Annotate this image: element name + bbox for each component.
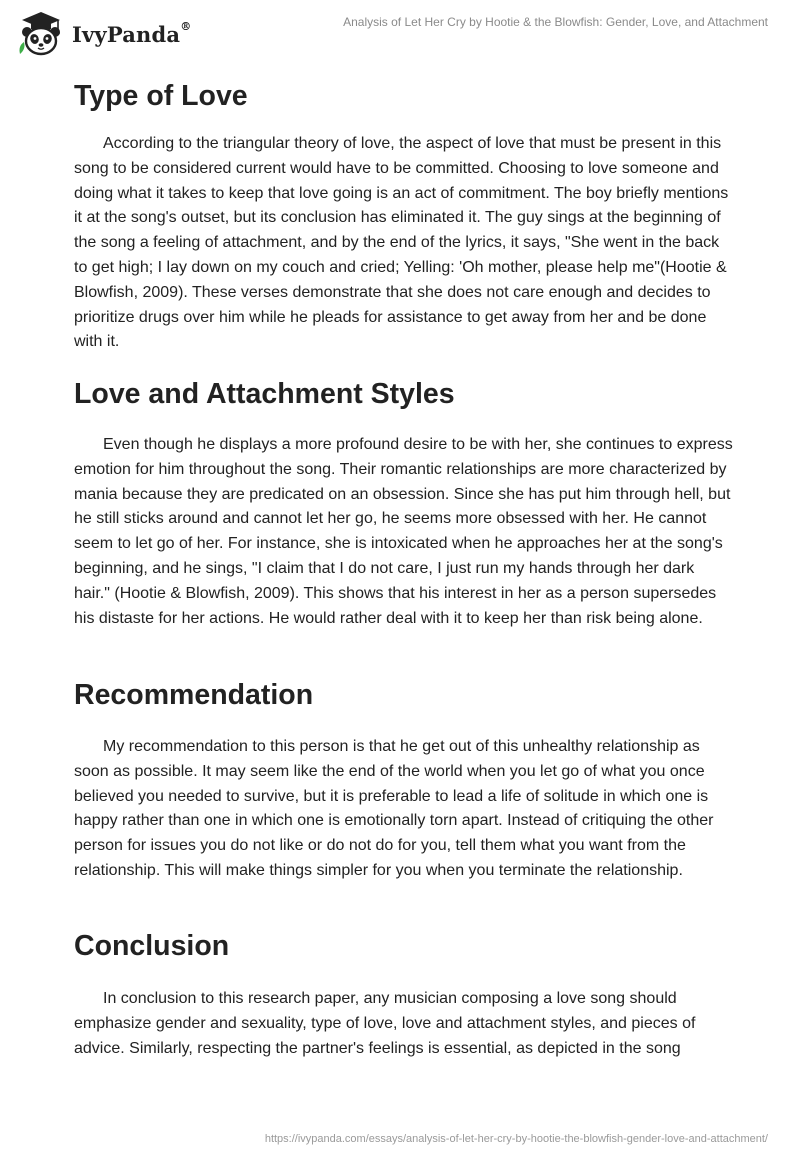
brand-logo[interactable] [14, 8, 204, 60]
section-heading-love-attachment: Love and Attachment Styles [74, 378, 455, 410]
section-paragraph-type-of-love: According to the triangular theory of love, the aspect of love that must be present in this song to be considered current would have to be committed. Choosing to love someone and doing what it takes to keep that love going is an act of commitment. The boy briefly mentions it at the song's outset, but its conclusion has eliminated it. The guy sings at the beginning of the song a feeling of attachment, and by the end of the lyrics, it says, "She went in the back to get high; I lay down on my couch and cried; Yelling: 'Oh mother, please help me"(Hootie & Blowfish, 2009). These verses demonstrate that she does not care enough and decides to prioritize drugs over him while he pleads for assistance to get away from her and be done with it. [74, 135, 729, 351]
section-paragraph-recommendation: My recommendation to this person is that he get out of this unhealthy relationship as soon as possible. It may seem like the end of the world when you let go of what you once believed you needed to survive, but it is preferable to lead a life of solitude in which one is happy rather than one in which one is emotionally torn apart. Instead of critiquing the other person for issues you do not like or do not do for you, tell them what you want from the relationship. This will make things simpler for you when you terminate the relationship. [74, 738, 714, 879]
panda-graduate-icon [14, 8, 68, 60]
section-paragraph-love-attachment: Even though he displays a more profound desire to be with her, she continues to express emotion for him throughout the song. Their romantic relationships are more characterized by mania because they are predicated on an obsession. Since she has put him through hell, but he still sticks around and cannot let her go, he seems more obsessed with her. He cannot seem to let go of her. For instance, she is intoxicated when he approaches her at the song's beginning, and he sings, "I claim that I do not care, I just run my hands through her dark hair." (Hootie & Blowfish, 2009). This shows that his interest in her as a person supersedes his distaste for her actions. He would rather deal with it to keep her than risk being alone. [74, 436, 733, 627]
document-title: Analysis of Let Her Cry by Hootie & the Blowfish: Gender, Love, and Attachment [343, 15, 768, 29]
source-url-link[interactable]: https://ivypanda.com/essays/analysis-of-let-her-cry-by-hootie-the-blowfish-gender-love-and-attachment/ [264, 1133, 768, 1145]
brand-name: IvyPanda® [72, 19, 192, 47]
registered-mark: ® [180, 19, 192, 33]
section-heading-type-of-love: Type of Love [74, 80, 248, 112]
section-heading-conclusion: Conclusion [74, 930, 230, 962]
page-header [0, 0, 800, 70]
section-heading-recommendation: Recommendation [74, 679, 314, 711]
section-paragraph-conclusion: In conclusion to this research paper, any musician composing a love song should emphasize gender and sexuality, type of love, love and attachment styles, and pieces of advice. Similarly, respecting the partner's feelings is essential, as depicted in the song [74, 990, 696, 1057]
